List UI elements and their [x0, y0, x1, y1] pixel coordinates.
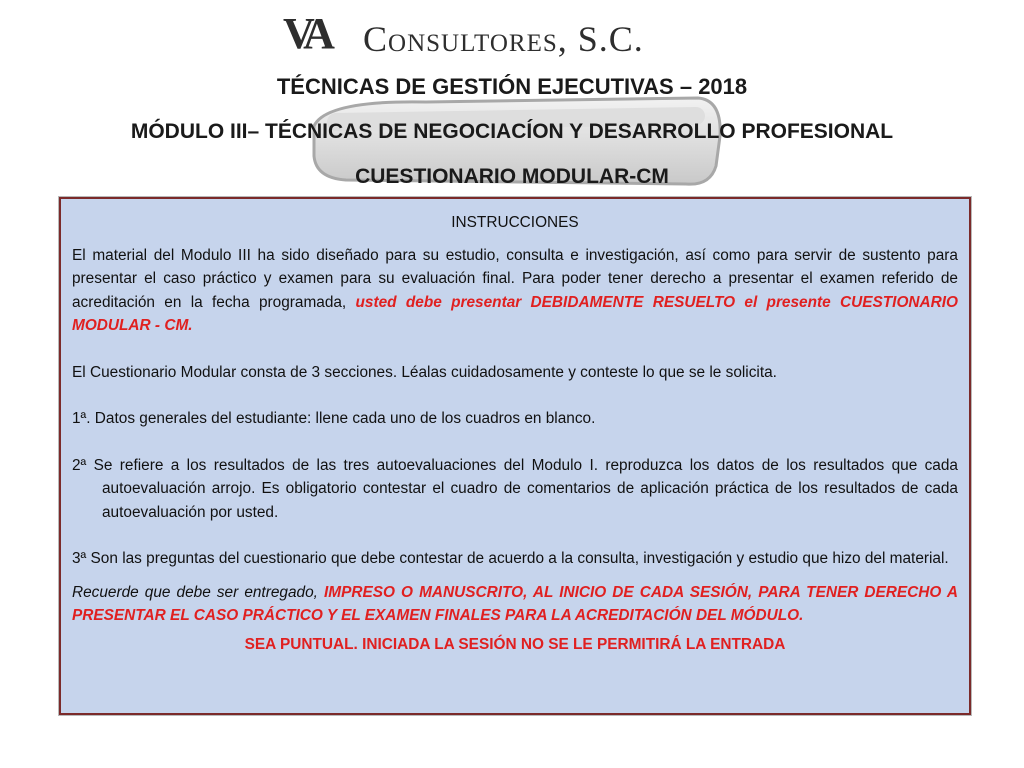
spacer [72, 524, 958, 547]
logo-company-name: Consultores, S.C. [363, 19, 644, 59]
reminder-highlight: IMPRESO O MANUSCRITO, AL INICIO DE CADA SESIÓN, PARA TENER DERECHO A PRESENTAR EL CASO PRÁCTICO Y EL EXAMEN FINALES PARA LA ACREDITACIÓN DEL MÓDULO. [72, 583, 958, 624]
section-2-item: 2ª Se refiere a los resultados de las tres autoevaluaciones del Modulo I. reproduzca los datos de los resultados que cada autoevaluación arrojo. Es obligatorio contestar el cuadro de comentarios de aplicación práctica de los resultados de cada autoevaluación por usted. [72, 456, 958, 521]
logo-mark: VA [283, 9, 329, 58]
spacer [72, 384, 958, 407]
sections-paragraph: El Cuestionario Modular consta de 3 secciones. Léalas cuidadosamente y conteste lo que se le solicita. [72, 363, 777, 381]
course-title: TÉCNICAS DE GESTIÓN EJECUTIVAS – 2018 [276, 74, 748, 99]
section-1-item: 1ª. Datos generales del estudiante: llene cada uno de los cuadros en blanco. [72, 410, 596, 427]
instructions-panel [59, 197, 971, 715]
delivery-reminder [72, 581, 958, 628]
reminder-text: Recuerde que debe ser entregado, [72, 583, 324, 601]
spacer [72, 338, 958, 361]
intro-highlight: usted debe presentar DEBIDAMENTE RESUELTO el presente CUESTIONARIO MODULAR - CM. [72, 293, 959, 334]
punctuality-notice: SEA PUNTUAL. INICIADA LA SESIÓN NO SE LE PERMITIRÁ LA ENTRADA [244, 635, 786, 653]
instructions-heading: INSTRUCCIONES [451, 214, 579, 231]
module-title: MÓDULO III– TÉCNICAS DE NEGOCIACÍON Y DESARROLLO PROFESIONAL [130, 120, 894, 143]
spacer [72, 431, 958, 454]
instructions-paragraph-intro [72, 244, 958, 338]
intro-text: El material del Modulo III ha sido diseñado para su estudio, consulta e investigación, así como para servir de sustento para presentar el caso práctico y examen para su evaluación final. Para poder tener derecho a presentar el examen referido de acreditación en la fecha programada, [72, 246, 958, 311]
section-3-item: 3ª Son las preguntas del cuestionario que debe contestar de acuerdo a la consulta, investigación y estudio que hizo del material. [72, 550, 949, 567]
questionnaire-title: CUESTIONARIO MODULAR-CM [355, 165, 669, 188]
company-logo [283, 8, 753, 58]
